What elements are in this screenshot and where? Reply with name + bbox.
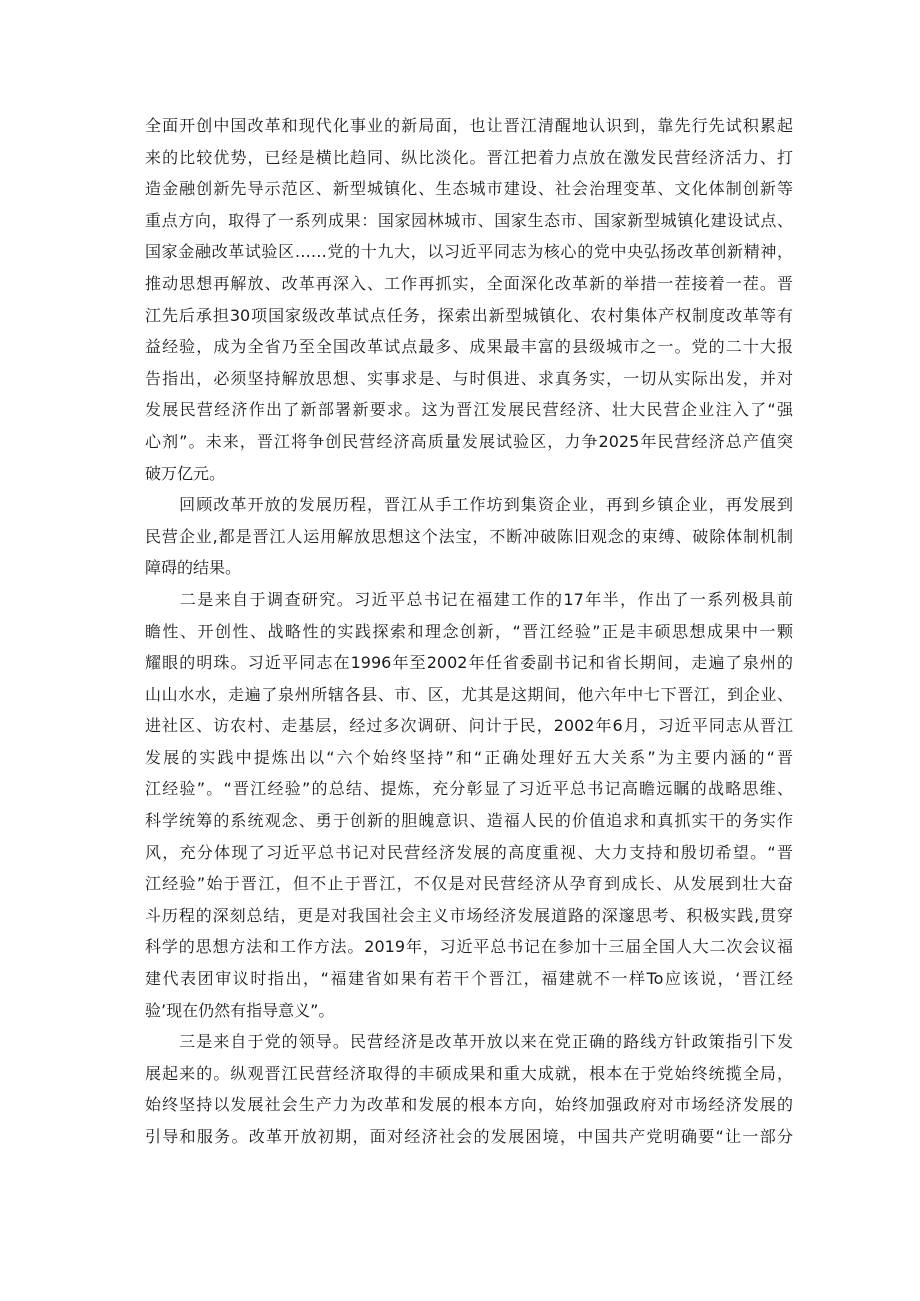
- text-line: 心剂”。未来，晋江将争创民营经济高质量发展试验区，力争2025年民营经济总产值突: [145, 431, 793, 451]
- text-line: 三是来自于党的领导。民营经济是改革开放以来在党正确的路线方针政策指引下发: [145, 1032, 793, 1052]
- text-line: 益经验，成为全省乃至全国改革试点最多、成果最丰富的县级城市之一。党的二十大报: [145, 337, 793, 357]
- text-line: 障碍的结果。: [145, 558, 242, 578]
- text-line: 二是来自于调查研究。习近平总书记在福建工作的17年半，作出了一系列极具前: [145, 589, 793, 609]
- text-line: 全面开创中国改革和现代化事业的新局面，也让晋江清醒地认识到，靠先行先试积累起: [145, 116, 793, 135]
- text-line: 科学的思想方法和工作方法。2019年，习近平总书记在参加十三届全国人大二次会议福: [145, 937, 793, 957]
- paragraph-reform-achievements: [145, 110, 793, 489]
- text-line: 民营企业,都是晋江人运用解放思想这个法宝，不断冲破陈旧观念的束缚、破除体制机制: [145, 526, 793, 546]
- text-line: 展起来的。纵观晋江民营经济取得的丰硕成果和重大成就，根本在于党始终统揽全局，: [145, 1063, 793, 1083]
- text-line: 推动思想再解放、改革再深入、工作再抓实，全面深化改革新的举措一茬接着一茬。晋: [145, 273, 793, 293]
- text-line: 验’现在仍然有指导意义”。: [145, 1000, 335, 1020]
- text-line: 重点方向，取得了一系列成果：国家园林城市、国家生态市、国家新型城镇化建设试点、: [145, 210, 793, 230]
- text-line: 国家金融改革试验区……党的十九大，以习近平同志为核心的党中央弘扬改革创新精神，: [145, 242, 793, 262]
- text-line: 江经验”。“晋江经验”的总结、提炼，充分彰显了习近平总书记高瞻远瞩的战略思维、: [145, 779, 793, 799]
- text-line: 江经验”始于晋江，但不止于晋江，不仅是对民营经济从孕育到成长、从发展到壮大奋: [145, 874, 793, 894]
- text-line: 瞻性、开创性、战略性的实践探索和理念创新，“晋江经验”正是丰硕思想成果中一颗: [145, 621, 793, 641]
- text-line: 耀眼的明珠。习近平同志在1996年至2002年任省委副书记和省长期间，走遍了泉州的: [145, 653, 793, 673]
- text-line: 回顾改革开放的发展历程，晋江从手工作坊到集资企业，再到乡镇企业，再发展到: [145, 495, 793, 515]
- document-body: [145, 110, 793, 1153]
- text-line: 来的比较优势，已经是横比趋同、纵比淡化。晋江把着力点放在激发民营经济活力、打: [145, 147, 793, 167]
- text-line: 发展民营经济作出了新部署新要求。这为晋江发展民营经济、壮大民营企业注入了“强: [145, 400, 793, 420]
- text-line: 造金融创新先导示范区、新型城镇化、生态城市建设、社会治理变革、文化体制创新等: [145, 179, 793, 199]
- text-line: 风，充分体现了习近平总书记对民营经济发展的高度重视、大力支持和殷切希望。“晋: [145, 842, 793, 862]
- paragraph-party-leadership: [145, 1026, 793, 1152]
- paragraph-investigation-research: [145, 584, 793, 1026]
- text-line: 科学统筹的系统观念、勇于创新的胆魄意识、造福人民的价值追求和真抓实干的务实作: [145, 811, 793, 831]
- text-line: 江先后承担30项国家级改革试点任务，探索出新型城镇化、农村集体产权制度改革等有: [145, 305, 793, 325]
- text-line: 始终坚持以发展社会生产力为改革和发展的根本方向，始终加强政府对市场经济发展的: [145, 1095, 793, 1115]
- text-line: 引导和服务。改革开放初期，面对经济社会的发展困境，中国共产党明确要“让一部分: [145, 1127, 793, 1146]
- text-line: 破万亿元。: [145, 463, 226, 483]
- paragraph-reform-review: [145, 489, 793, 584]
- text-line: 进社区、访农村、走基层，经过多次调研、问计于民，2002年6月，习近平同志从晋江: [145, 716, 793, 736]
- text-line: 建代表团审议时指出，“福建省如果有若干个晋江，福建就不一样To应该说，‘晋江经: [145, 969, 793, 989]
- text-line: 告指出，必须坚持解放思想、实事求是、与时俱进、求真务实，一切从实际出发，并对: [145, 368, 793, 388]
- text-line: 发展的实践中提炼出以“六个始终坚持”和“正确处理好五大关系”为主要内涵的“晋: [145, 747, 793, 767]
- text-line: 山山水水，走遍了泉州所辖各县、市、区，尤其是这期间，他六年中七下晋江，到企业、: [145, 684, 793, 704]
- text-line: 斗历程的深刻总结，更是对我国社会主义市场经济发展道路的深邃思考、积极实践,贯穿: [145, 905, 793, 925]
